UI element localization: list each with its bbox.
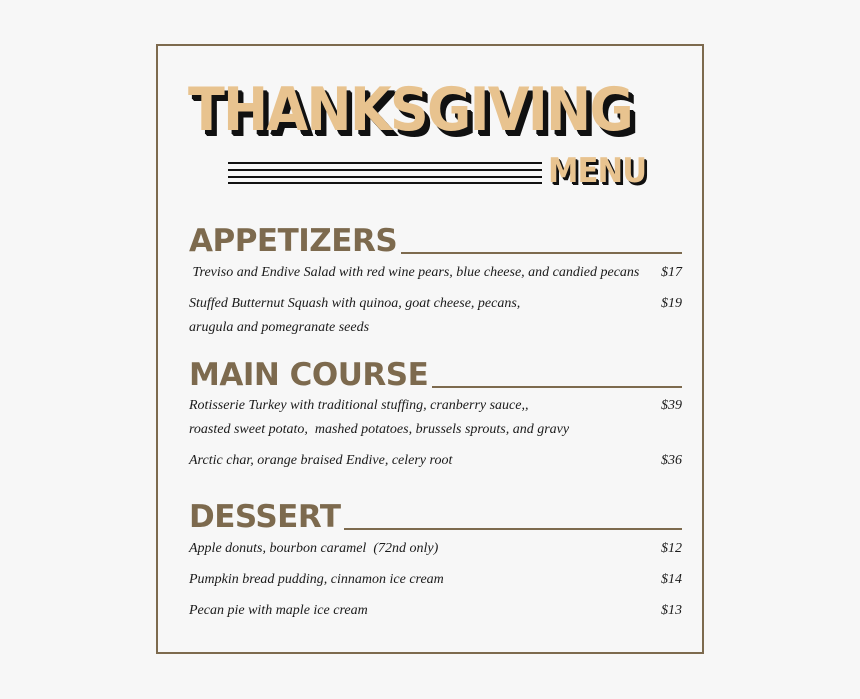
menu-item-description: Treviso and Endive Salad with red wine pears, blue cheese, and candied pecans: [189, 265, 640, 280]
menu-item-price: $12: [661, 541, 682, 556]
menu-subtitle: MENU: [548, 151, 647, 191]
menu-item: [189, 537, 682, 561]
menu-item-price: $39: [661, 398, 682, 413]
section-rule: [401, 252, 682, 254]
section-title-appetizers: APPETIZERS: [189, 223, 398, 259]
menu-item-price: $36: [661, 453, 682, 468]
title-decorative-lines: [228, 162, 542, 184]
menu-item-price: $14: [661, 572, 682, 587]
menu-item-description: Pumpkin bread pudding, cinnamon ice cream: [189, 572, 444, 587]
menu-item-price: $17: [661, 265, 682, 280]
section-header-appetizers: [189, 223, 682, 259]
section-header-dessert: [189, 499, 682, 535]
title-line: [228, 169, 542, 171]
menu-item: [189, 261, 682, 285]
menu-item: [189, 449, 682, 473]
menu-item-description: Apple donuts, bourbon caramel (72nd only): [189, 541, 439, 556]
menu-item-description: Pecan pie with maple ice cream: [189, 603, 368, 618]
section-rule: [344, 528, 682, 530]
menu-item-description: Stuffed Butternut Squash with quinoa, goat cheese, pecans, arugula and pomegranate seeds: [189, 296, 521, 335]
menu-item: [189, 394, 682, 442]
menu-item-description: Rotisserie Turkey with traditional stuffing, cranberry sauce,, roasted sweet potato, mashed potatoes, brussels sprouts, and gravy: [189, 398, 570, 437]
menu-item-price: $13: [661, 603, 682, 618]
title-line: [228, 182, 542, 184]
title-line: [228, 162, 542, 164]
menu-card: [156, 44, 704, 654]
menu-item: [189, 599, 682, 623]
menu-item: [189, 292, 682, 340]
section-header-main-course: [189, 357, 682, 393]
section-title-dessert: DESSERT: [189, 499, 341, 535]
menu-item-price: $19: [661, 296, 682, 311]
title-line: [228, 176, 542, 178]
menu-title: THANKSGIVING: [188, 75, 632, 145]
section-rule: [432, 386, 682, 388]
menu-item: [189, 568, 682, 592]
menu-item-description: Arctic char, orange braised Endive, celery root: [189, 453, 453, 468]
section-title-main-course: MAIN COURSE: [189, 357, 429, 393]
